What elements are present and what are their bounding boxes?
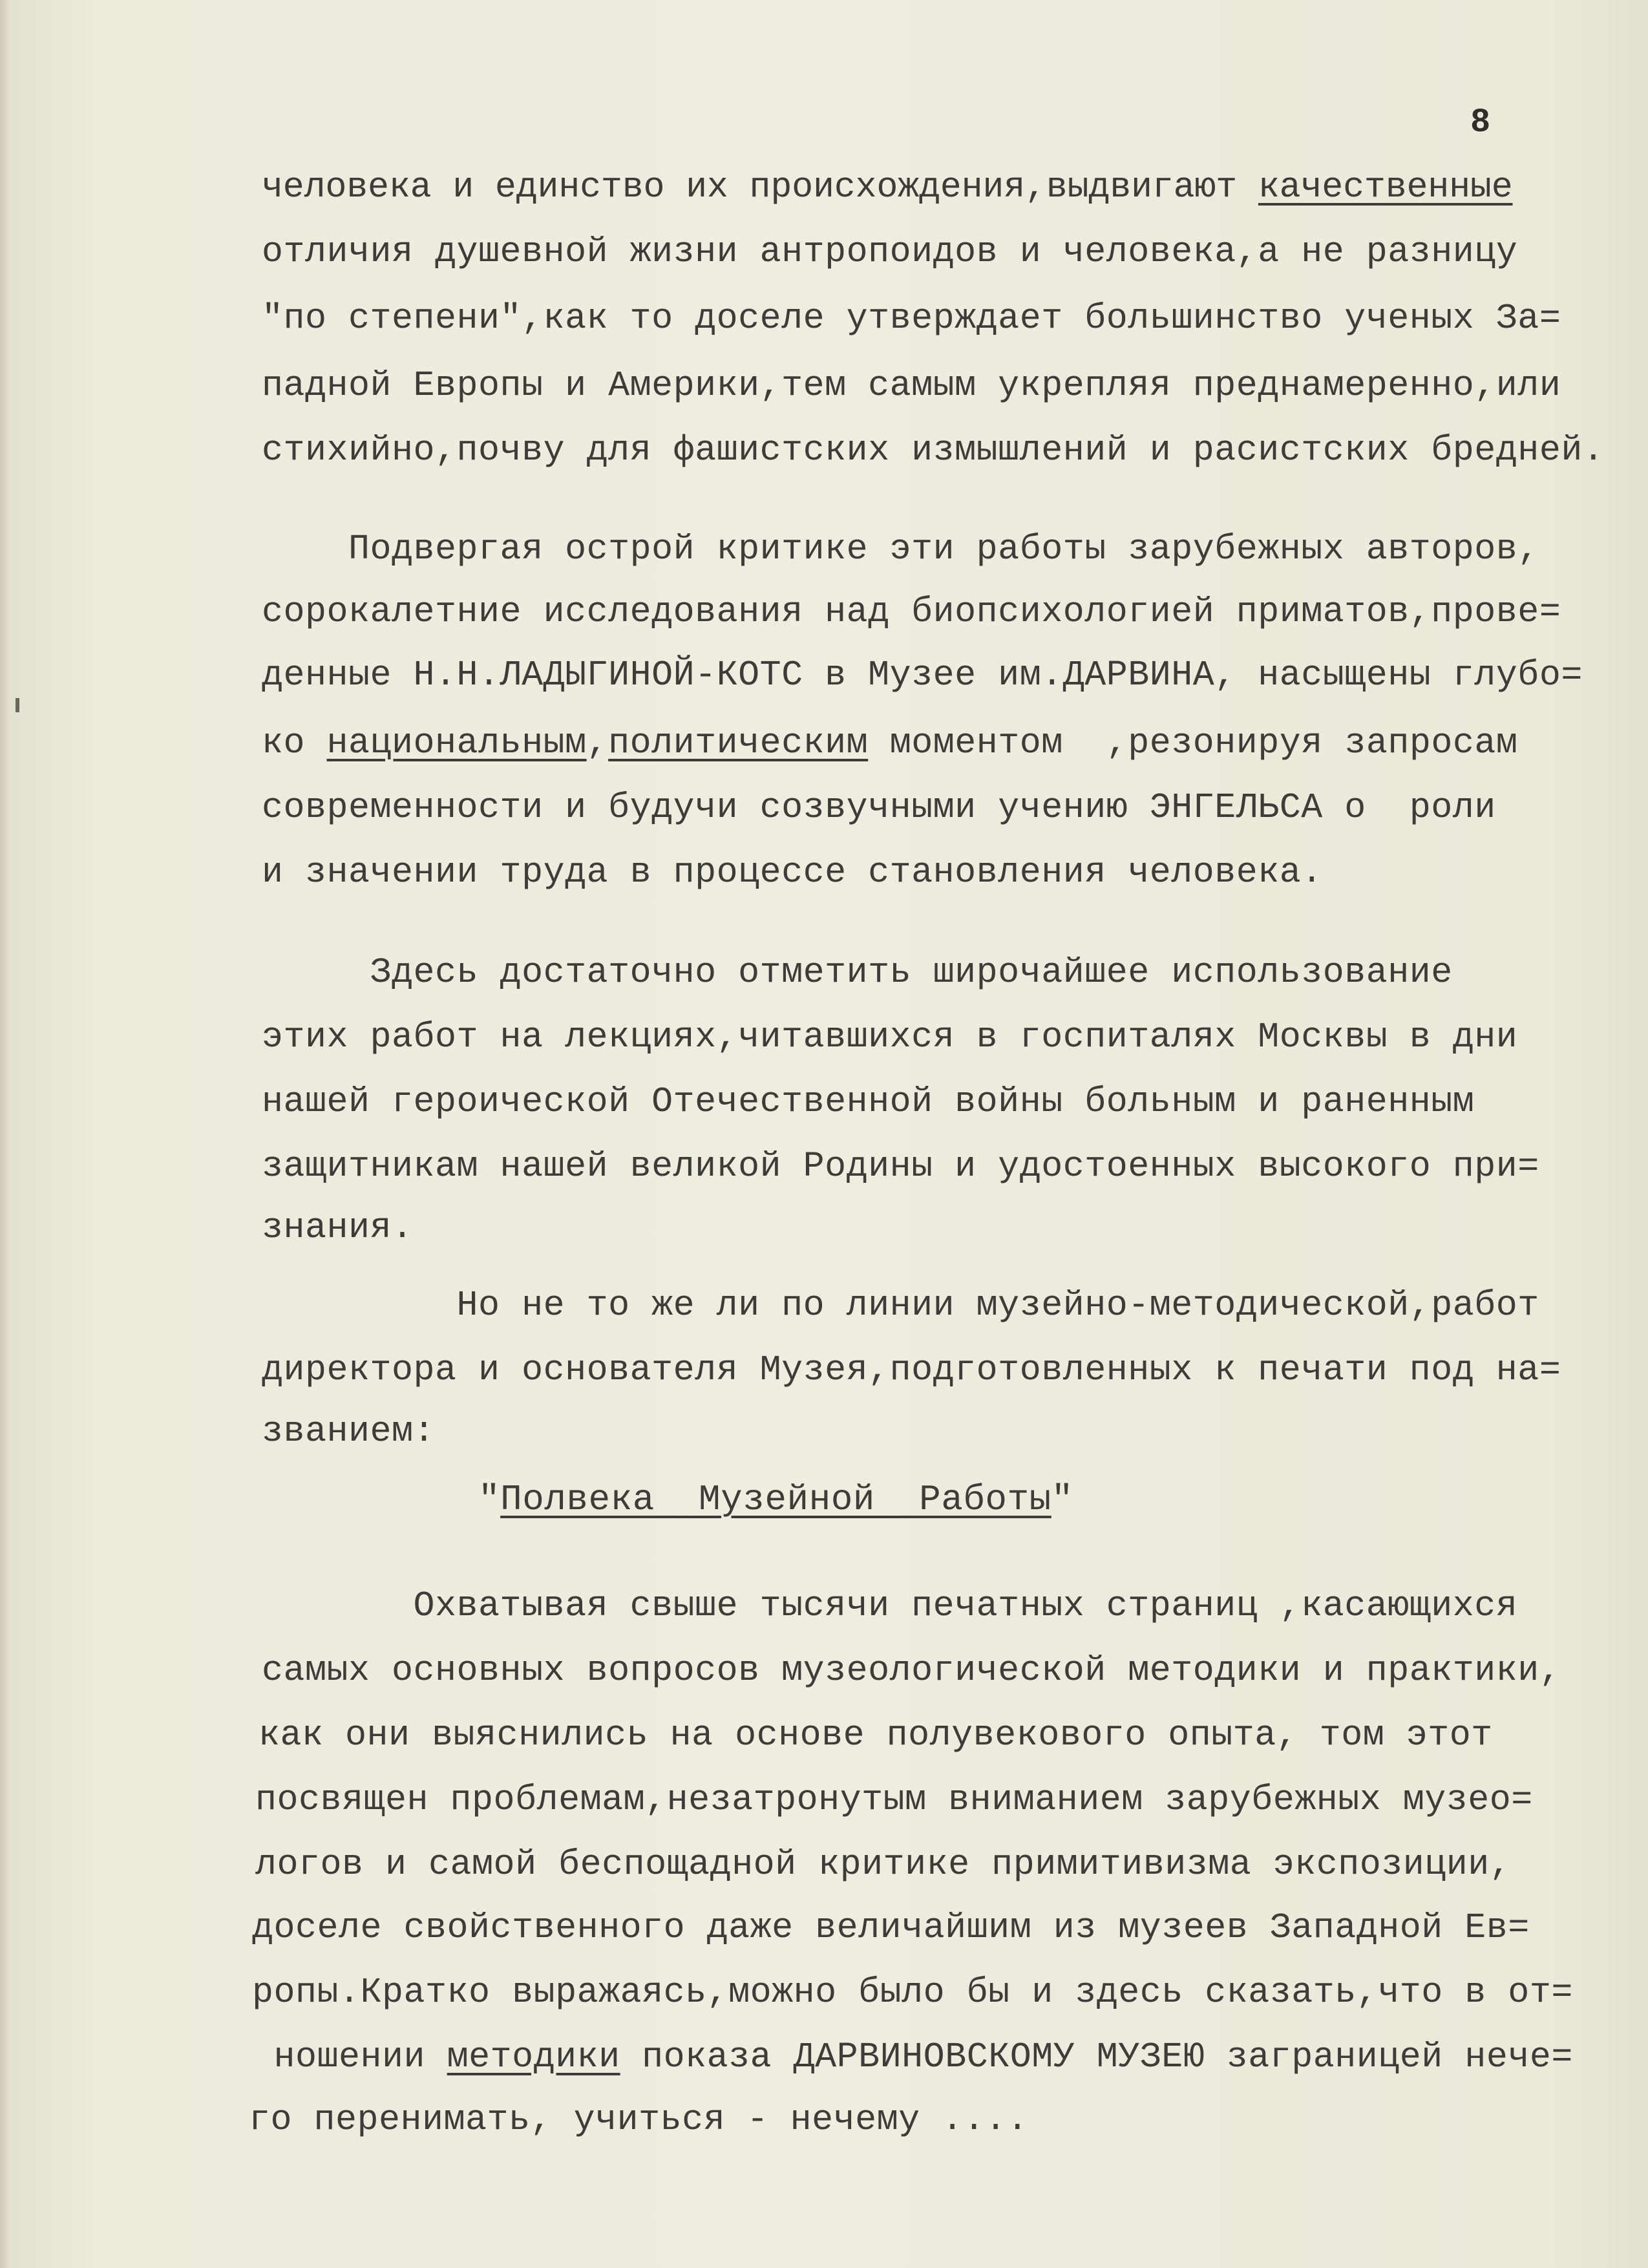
- text-line: ропы.Кратко выражаясь,можно было бы и здесь сказать,что в от=: [252, 1972, 1573, 2013]
- text-span: моментом ,резонируя запросам: [868, 723, 1518, 763]
- text-line: сорокалетние исследования над биопсихологией приматов,прове=: [262, 591, 1561, 632]
- text-line: [252, 2035, 1573, 2080]
- text-line: Здесь достаточно отметить широчайшее использование: [262, 952, 1453, 993]
- underlined-word: национальным: [326, 723, 587, 763]
- text-line: логов и самой беспощадной критике примитивизма экспозиции,: [255, 1844, 1512, 1885]
- title-text: Полвека Музейной Работы: [500, 1479, 1051, 1520]
- text-line: Подвергая острой критике эти работы зарубежных авторов,: [262, 529, 1539, 569]
- text-line: защитникам нашей великой Родины и удостоенных высокого при=: [262, 1146, 1539, 1187]
- text-line: современности и будучи созвучными учению ЭНГЕЛЬСА о роли: [262, 787, 1496, 828]
- text-line: денные Н.Н.ЛАДЫГИНОЙ-КОТС в Музее им.ДАРВИНА, насыщены глубо=: [262, 655, 1583, 695]
- text-line: го перенимать, учиться - нечему ....: [249, 2099, 1029, 2140]
- text-line: Охватывая свыше тысячи печатных страниц ,касающихся: [262, 1585, 1518, 1626]
- text-line: "по степени",как то доселе утверждает большинство ученых За=: [262, 298, 1561, 339]
- quote-mark: ": [478, 1479, 501, 1520]
- paper-edge-shadow: [0, 0, 9, 2268]
- text-span: показа ДАРВИНОВСКОМУ МУЗЕЮ заграницей нече=: [620, 2037, 1573, 2077]
- text-line: доселе свойственного даже величайшим из музеев Западной Ев=: [252, 1907, 1530, 1948]
- underlined-word: методики: [447, 2037, 620, 2077]
- margin-mark: [16, 698, 19, 712]
- text-line: знания.: [262, 1207, 414, 1248]
- section-title: [478, 1477, 1073, 1522]
- text-line: этих работ на лекциях,читавшихся в госпиталях Москвы в дни: [262, 1017, 1518, 1057]
- underlined-word: качественные: [1258, 167, 1513, 207]
- text-line: нашей героической Отечественной войны больным и раненным: [262, 1081, 1475, 1122]
- text-span: ношении: [252, 2037, 447, 2077]
- text-line: посвящен проблемам,незатронутым вниманием зарубежных музео=: [255, 1779, 1533, 1820]
- text-line: [262, 165, 1513, 210]
- text-span: ко: [262, 723, 327, 763]
- page-number: 8: [1470, 103, 1491, 142]
- underlined-word: политическим: [608, 723, 869, 763]
- text-line: Но не то же ли по линии музейно-методической,работ: [262, 1285, 1539, 1326]
- text-line: самых основных вопросов музеологической методики и практики,: [262, 1650, 1561, 1691]
- text-line: падной Европы и Америки,тем самым укрепляя преднамеренно,или: [262, 365, 1561, 406]
- quote-mark: ": [1051, 1479, 1073, 1520]
- text-line: [262, 721, 1517, 766]
- text-span: ,: [586, 723, 609, 763]
- text-line: как они выяснились на основе полувекового опыта, том этот: [259, 1715, 1493, 1755]
- text-line: и значении труда в процессе становления человека.: [262, 852, 1323, 893]
- text-line: стихийно,почву для фашистских измышлений и расистских бредней.: [262, 430, 1605, 471]
- text-span: человека и единство их происхождения,выдвигают: [262, 167, 1258, 207]
- text-line: отличия душевной жизни антропоидов и человека,а не разницу: [262, 231, 1518, 272]
- text-line: директора и основателя Музея,подготовленных к печати под на=: [262, 1350, 1561, 1390]
- text-line: званием:: [262, 1411, 436, 1452]
